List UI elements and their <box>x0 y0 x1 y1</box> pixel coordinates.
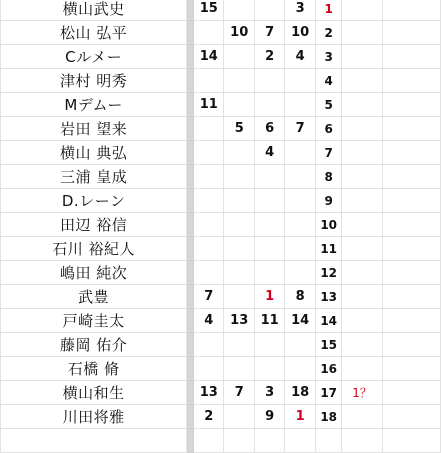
jockey-name-cell[interactable]: 嶋田 純次 <box>1 261 187 285</box>
note-cell[interactable] <box>342 261 382 285</box>
score-cell-2[interactable]: 5 <box>224 117 254 141</box>
rank-number-cell[interactable]: 16 <box>315 357 342 381</box>
score-cell-1[interactable]: 4 <box>194 309 224 333</box>
note-cell[interactable] <box>342 117 382 141</box>
table-row <box>1 93 441 117</box>
score-cell-4[interactable] <box>285 213 315 237</box>
score-cell-2[interactable]: 10 <box>224 21 254 45</box>
note-cell[interactable] <box>342 141 382 165</box>
table-row <box>1 261 441 285</box>
empty-cell[interactable] <box>382 261 440 285</box>
frozen-column-divider <box>187 429 194 453</box>
note-cell[interactable] <box>342 93 382 117</box>
score-cell-1[interactable] <box>194 261 224 285</box>
score-cell-2[interactable] <box>224 285 254 309</box>
score-cell-1[interactable] <box>194 69 224 93</box>
table-row <box>1 357 441 381</box>
frozen-column-divider <box>187 117 194 141</box>
rank-number-cell[interactable]: 8 <box>315 165 342 189</box>
score-cell-2[interactable] <box>224 333 254 357</box>
table-row <box>1 0 441 21</box>
score-cell-3[interactable] <box>254 93 284 117</box>
score-cell-3[interactable] <box>254 237 284 261</box>
score-cell-4[interactable]: 10 <box>285 21 315 45</box>
frozen-column-divider <box>187 261 194 285</box>
rank-number-cell[interactable]: 1 <box>315 0 342 21</box>
table-row <box>1 381 441 405</box>
score-cell-4[interactable] <box>285 141 315 165</box>
frozen-column-divider <box>187 309 194 333</box>
jockey-name-cell[interactable]: 横山 典弘 <box>1 141 187 165</box>
score-cell-1[interactable] <box>194 237 224 261</box>
rank-number-cell[interactable]: 2 <box>315 21 342 45</box>
score-cell-2[interactable] <box>224 69 254 93</box>
score-cell-3[interactable]: 2 <box>254 45 284 69</box>
rank-number-cell[interactable]: 11 <box>315 237 342 261</box>
score-cell-1[interactable] <box>194 141 224 165</box>
note-cell[interactable] <box>342 0 382 21</box>
note-cell[interactable] <box>342 21 382 45</box>
score-cell-1[interactable] <box>194 333 224 357</box>
empty-cell[interactable] <box>382 381 440 405</box>
rank-number-cell[interactable]: 3 <box>315 45 342 69</box>
score-cell-4[interactable]: 8 <box>285 285 315 309</box>
score-cell-3[interactable] <box>254 429 284 453</box>
score-cell-3[interactable] <box>254 213 284 237</box>
rank-number-cell[interactable] <box>315 429 342 453</box>
frozen-column-divider <box>187 0 194 21</box>
note-cell[interactable] <box>342 237 382 261</box>
table-row <box>1 405 441 429</box>
score-cell-1[interactable] <box>194 165 224 189</box>
table-row <box>1 237 441 261</box>
score-cell-3[interactable]: 7 <box>254 21 284 45</box>
rank-number-cell[interactable]: 6 <box>315 117 342 141</box>
frozen-column-divider <box>187 237 194 261</box>
rank-number-cell[interactable]: 13 <box>315 285 342 309</box>
table-row <box>1 165 441 189</box>
score-cell-3[interactable]: 3 <box>254 381 284 405</box>
score-cell-1[interactable]: 7 <box>194 285 224 309</box>
table-row <box>1 189 441 213</box>
score-cell-2[interactable] <box>224 357 254 381</box>
note-cell[interactable] <box>342 357 382 381</box>
note-cell[interactable] <box>342 309 382 333</box>
table-row <box>1 69 441 93</box>
jockey-name-cell[interactable]: Mデムー <box>1 93 187 117</box>
score-cell-3[interactable] <box>254 69 284 93</box>
score-cell-3[interactable]: 9 <box>254 405 284 429</box>
table-row <box>1 285 441 309</box>
note-cell[interactable] <box>342 213 382 237</box>
score-cell-3[interactable]: 6 <box>254 117 284 141</box>
frozen-column-divider <box>187 21 194 45</box>
table-row <box>1 117 441 141</box>
rank-number-cell[interactable]: 15 <box>315 333 342 357</box>
score-cell-1[interactable]: 11 <box>194 93 224 117</box>
empty-cell[interactable] <box>382 405 440 429</box>
frozen-column-divider <box>187 165 194 189</box>
score-cell-4[interactable] <box>285 237 315 261</box>
score-cell-1[interactable]: 14 <box>194 45 224 69</box>
score-cell-2[interactable] <box>224 405 254 429</box>
note-cell[interactable] <box>342 189 382 213</box>
score-cell-4[interactable] <box>285 429 315 453</box>
score-cell-1[interactable]: 2 <box>194 405 224 429</box>
score-cell-3[interactable] <box>254 357 284 381</box>
score-cell-3[interactable]: 11 <box>254 309 284 333</box>
empty-cell[interactable] <box>382 141 440 165</box>
jockey-name-cell[interactable]: 横山武史 <box>1 0 187 21</box>
score-cell-4[interactable] <box>285 189 315 213</box>
jockey-name-cell[interactable] <box>1 429 187 453</box>
empty-cell[interactable] <box>382 45 440 69</box>
score-cell-3[interactable] <box>254 165 284 189</box>
jockey-name-cell[interactable]: 松山 弘平 <box>1 21 187 45</box>
note-cell[interactable] <box>342 165 382 189</box>
score-cell-4[interactable] <box>285 165 315 189</box>
frozen-column-divider <box>187 405 194 429</box>
score-cell-4[interactable]: 7 <box>285 117 315 141</box>
empty-cell[interactable] <box>382 429 440 453</box>
rank-number-cell[interactable]: 17 <box>315 381 342 405</box>
rank-number-cell[interactable]: 14 <box>315 309 342 333</box>
empty-cell[interactable] <box>382 309 440 333</box>
spreadsheet-body <box>1 0 441 453</box>
score-cell-2[interactable] <box>224 45 254 69</box>
score-cell-1[interactable] <box>194 429 224 453</box>
jockey-name-cell[interactable]: 石橋 脩 <box>1 357 187 381</box>
score-cell-4[interactable]: 4 <box>285 45 315 69</box>
table-row <box>1 141 441 165</box>
note-cell[interactable] <box>342 69 382 93</box>
score-cell-4[interactable] <box>285 93 315 117</box>
rank-number-cell[interactable]: 18 <box>315 405 342 429</box>
score-cell-3[interactable] <box>254 333 284 357</box>
frozen-column-divider <box>187 285 194 309</box>
frozen-column-divider <box>187 189 194 213</box>
score-cell-4[interactable] <box>285 261 315 285</box>
score-cell-1[interactable]: 15 <box>194 0 224 21</box>
score-cell-2[interactable]: 13 <box>224 309 254 333</box>
rank-number-cell[interactable]: 9 <box>315 189 342 213</box>
jockey-name-cell[interactable]: 津村 明秀 <box>1 69 187 93</box>
frozen-column-divider <box>187 93 194 117</box>
empty-cell[interactable] <box>382 213 440 237</box>
table-row <box>1 21 441 45</box>
jockey-name-cell[interactable]: 田辺 裕信 <box>1 213 187 237</box>
jockey-name-cell[interactable]: 石川 裕紀人 <box>1 237 187 261</box>
score-cell-2[interactable] <box>224 237 254 261</box>
table-row <box>1 333 441 357</box>
score-cell-1[interactable] <box>194 189 224 213</box>
score-cell-4[interactable]: 3 <box>285 0 315 21</box>
table-row <box>1 309 441 333</box>
score-cell-4[interactable] <box>285 357 315 381</box>
score-cell-1[interactable] <box>194 117 224 141</box>
score-cell-2[interactable] <box>224 93 254 117</box>
frozen-column-divider <box>187 333 194 357</box>
rank-number-cell[interactable]: 7 <box>315 141 342 165</box>
frozen-column-divider <box>187 141 194 165</box>
score-cell-1[interactable] <box>194 21 224 45</box>
frozen-column-divider <box>187 45 194 69</box>
score-cell-4[interactable]: 14 <box>285 309 315 333</box>
table-row <box>1 45 441 69</box>
score-cell-2[interactable]: 7 <box>224 381 254 405</box>
frozen-column-divider <box>187 357 194 381</box>
jockey-name-cell[interactable]: 三浦 皇成 <box>1 165 187 189</box>
rank-number-cell[interactable]: 5 <box>315 93 342 117</box>
score-cell-2[interactable] <box>224 213 254 237</box>
score-cell-1[interactable]: 13 <box>194 381 224 405</box>
jockey-name-cell[interactable]: 藤岡 佑介 <box>1 333 187 357</box>
empty-cell[interactable] <box>382 237 440 261</box>
score-cell-1[interactable] <box>194 357 224 381</box>
note-cell[interactable] <box>342 285 382 309</box>
empty-cell[interactable] <box>382 0 440 21</box>
jockey-name-cell[interactable]: 岩田 望来 <box>1 117 187 141</box>
score-cell-2[interactable] <box>224 141 254 165</box>
rank-number-cell[interactable]: 12 <box>315 261 342 285</box>
empty-cell[interactable] <box>382 117 440 141</box>
frozen-column-divider <box>187 213 194 237</box>
note-cell[interactable] <box>342 429 382 453</box>
empty-cell[interactable] <box>382 93 440 117</box>
empty-cell[interactable] <box>382 189 440 213</box>
note-cell[interactable]: 1？ <box>342 381 382 405</box>
jockey-name-cell[interactable]: 戸崎圭太 <box>1 309 187 333</box>
score-cell-3[interactable] <box>254 0 284 21</box>
empty-cell[interactable] <box>382 69 440 93</box>
empty-cell[interactable] <box>382 357 440 381</box>
jockey-name-cell[interactable]: 武豊 <box>1 285 187 309</box>
empty-cell[interactable] <box>382 285 440 309</box>
score-cell-4[interactable] <box>285 69 315 93</box>
score-cell-3[interactable]: 4 <box>254 141 284 165</box>
table-row <box>1 213 441 237</box>
score-cell-3[interactable] <box>254 189 284 213</box>
jockey-name-cell[interactable]: Cルメー <box>1 45 187 69</box>
score-cell-2[interactable] <box>224 0 254 21</box>
empty-cell[interactable] <box>382 333 440 357</box>
table-row <box>1 429 441 453</box>
score-cell-2[interactable] <box>224 261 254 285</box>
jockey-name-cell[interactable]: D.レーン <box>1 189 187 213</box>
frozen-column-divider <box>187 69 194 93</box>
note-cell[interactable] <box>342 45 382 69</box>
score-cell-4[interactable]: 1 <box>285 405 315 429</box>
score-cell-1[interactable] <box>194 213 224 237</box>
score-cell-2[interactable] <box>224 429 254 453</box>
frozen-column-divider <box>187 381 194 405</box>
rank-number-cell[interactable]: 4 <box>315 69 342 93</box>
score-cell-4[interactable] <box>285 333 315 357</box>
empty-cell[interactable] <box>382 21 440 45</box>
score-cell-2[interactable] <box>224 165 254 189</box>
rank-number-cell[interactable]: 10 <box>315 213 342 237</box>
score-cell-2[interactable] <box>224 189 254 213</box>
empty-cell[interactable] <box>382 165 440 189</box>
score-cell-4[interactable]: 18 <box>285 381 315 405</box>
score-cell-3[interactable]: 1 <box>254 285 284 309</box>
jockey-name-cell[interactable]: 横山和生 <box>1 381 187 405</box>
note-cell[interactable] <box>342 405 382 429</box>
jockey-name-cell[interactable]: 川田将雅 <box>1 405 187 429</box>
score-cell-3[interactable] <box>254 261 284 285</box>
note-cell[interactable] <box>342 333 382 357</box>
